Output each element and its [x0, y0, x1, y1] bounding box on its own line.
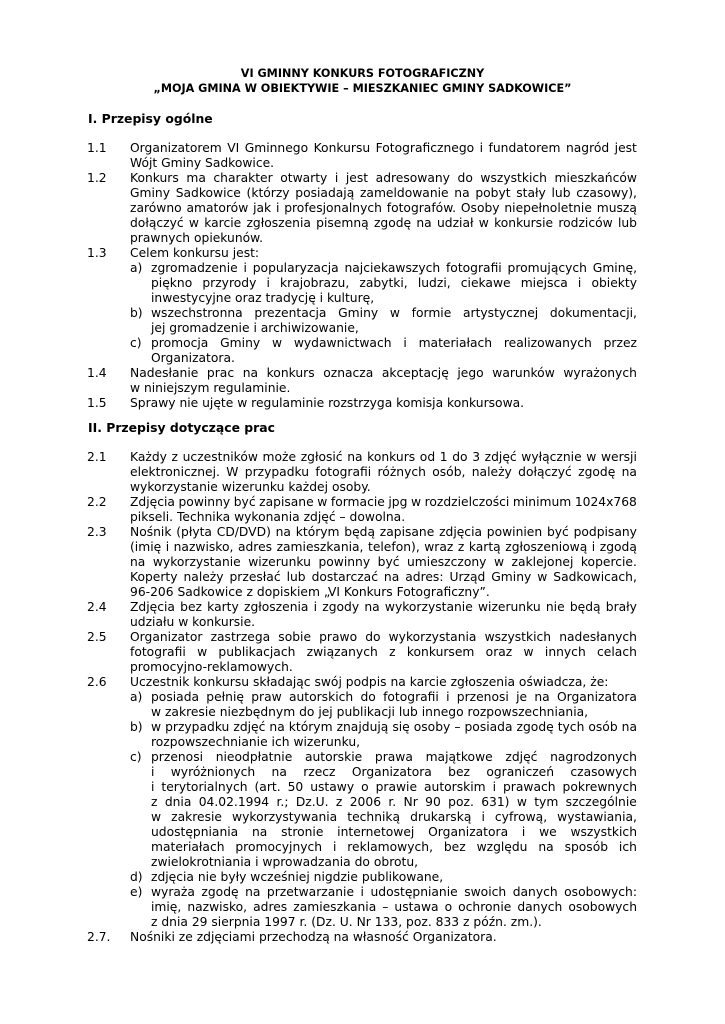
section-2-item-number: 2.7.: [87, 930, 111, 944]
section-2-subitem-text-line: w przypadku zdjęć na którym znajdują się osoby – posiada zgodę tych osób na: [151, 720, 637, 734]
section-1-subitem-text-line: piękno przyrody i krajobrazu, zabytki, ludzi, ciekawe miejsca i obiekty: [151, 276, 637, 290]
section-2-item-text-line: wykorzystanie wizerunku każdej osoby.: [130, 480, 371, 494]
section-2-item-text-line: promocyjno-reklamowych.: [130, 660, 293, 674]
section-2-subitem-text-line: z dnia 04.02.1994 r.; Dz.U. z 2006 r. Nr 90 poz. 631) w tym szczególnie: [151, 795, 637, 809]
section-1-item-text-line: Sprawy nie ujęte w regulaminie rozstrzyga komisja konkursowa.: [130, 396, 525, 410]
section-2-subitem-text-line: rozpowszechnianie ich wizerunku,: [151, 735, 361, 749]
section-1-item-number: 1.3: [87, 246, 107, 260]
section-2-item-number: 2.3: [87, 525, 107, 539]
section-2-heading: II. Przepisy dotyczące prac: [88, 420, 275, 435]
section-2-item-number: 2.1: [87, 450, 107, 464]
section-2-subitem-text-line: przenosi nieodpłatnie autorskie prawa majątkowe zdjęć nagrodzonych: [151, 750, 637, 764]
section-1-item-text-line: Wójt Gminy Sadkowice.: [130, 156, 275, 170]
section-2-item-text-line: Organizator zastrzega sobie prawo do wykorzystania wszystkich nadesłanych: [130, 630, 637, 644]
section-2-subitem-letter: e): [130, 885, 143, 899]
section-2-item-text-line: Zdjęcia powinny być zapisane w formacie jpg w rozdzielczości minimum 1024x768: [130, 495, 637, 509]
section-2-subitem-text-line: i terytorialnych (art. 50 ustawy o prawie autorskim i prawach pokrewnych: [151, 780, 637, 794]
section-2-subitem-text-line: w zakresie wykorzystywania techniką drukarską i cyfrową, wystawiania,: [151, 810, 637, 824]
section-2-subitem-text-line: materiałach promocyjnych i reklamowych, bez względu na sposób ich: [151, 840, 637, 854]
section-2-subitem-text-line: zdjęcia nie były wcześniej nigdzie publikowane,: [151, 870, 444, 884]
document-title-line-2: „MOJA GMINA W OBIEKTYWIE – MIESZKANIEC GMINY SADKOWICE”: [153, 82, 572, 95]
section-2-subitem-text-line: z dnia 29 sierpnia 1997 r. (Dz. U. Nr 133, poz. 833 z późn. zm.).: [151, 915, 542, 929]
section-1-item-text-line: Organizatorem VI Gminnego Konkursu Fotograficznego i fundatorem nagród jest: [130, 141, 637, 155]
section-1-subitem-text-line: zgromadzenie i popularyzacja najciekawszych fotografii promujących Gminę,: [151, 261, 637, 275]
section-1-item-text-line: Gminy Sadkowice (którzy posiadają zameldowanie na pobyt stały lub czasowy),: [130, 186, 637, 200]
section-1-item-text-line: dołączyć w karcie zgłoszenia pisemną zgodę na udział w konkursie rodziców lub: [130, 216, 637, 230]
section-1-item-number: 1.1: [87, 141, 107, 155]
section-2-item-text-line: Nośniki ze zdjęciami przechodzą na własność Organizatora.: [130, 930, 497, 944]
section-1-item-text-line: zarówno amatorów jak i profesjonalnych fotografów. Osoby niepełnoletnie muszą: [130, 201, 637, 215]
section-1-item-text-line: Celem konkursu jest:: [130, 246, 260, 260]
section-2-subitem-letter: b): [130, 720, 143, 734]
section-2-item-number: 2.6: [87, 675, 107, 689]
section-2-item-text-line: Każdy z uczestników może zgłosić na konkurs od 1 do 3 zdjęć wyłącznie w wersji: [130, 450, 637, 464]
section-2-item-text-line: fotografii w publikacjach związanych z konkursem oraz w innych celach: [130, 645, 637, 659]
section-2-item-number: 2.5: [87, 630, 107, 644]
section-2-subitem-text-line: udostępniania na stronie internetowej Organizatora i we wszystkich: [151, 825, 637, 839]
section-1-subitem-letter: c): [130, 336, 142, 350]
section-1-item-text-line: Nadesłanie prac na konkurs oznacza akceptację jego warunków wyrażonych: [130, 366, 637, 380]
section-1-subitem-text-line: Organizatora.: [151, 351, 235, 365]
section-2-item-text-line: na wykorzystanie wizerunku powinny być umieszczony w zaklejonej kopercie.: [130, 555, 637, 569]
section-2-subitem-text-line: zwielokrotniania i wprowadzania do obrotu,: [151, 855, 419, 869]
section-2-subitem-text-line: posiada pełnię praw autorskich do fotografii i przenosi je na Organizatora: [151, 690, 637, 704]
section-2-item-text-line: (imię i nazwisko, adres zamieszkania, telefon), wraz z kartą zgłoszeniową i zgodą: [130, 540, 637, 554]
section-2-item-number: 2.4: [87, 600, 107, 614]
section-2-item-text-line: Zdjęcia bez karty zgłoszenia i zgody na wykorzystanie wizerunku nie będą brały: [130, 600, 637, 614]
section-2-subitem-letter: a): [130, 690, 143, 704]
section-2-item-text-line: elektronicznej. W przypadku fotografii różnych osób, należy dołączyć zgodę na: [130, 465, 637, 479]
section-1-heading: I. Przepisy ogólne: [88, 111, 213, 126]
section-2-item-text-line: 96-206 Sadkowice z dopiskiem „VI Konkurs Fotograficzny”.: [130, 585, 490, 599]
section-2-subitem-text-line: w zakresie niezbędnym do jej publikacji lub innego rozpowszechniania,: [151, 705, 589, 719]
section-1-item-text-line: w niniejszym regulaminie.: [130, 381, 291, 395]
document-title-line-1: VI GMINNY KONKURS FOTOGRAFICZNY: [240, 67, 485, 80]
section-1-subitem-letter: b): [130, 306, 143, 320]
section-1-subitem-text-line: jej gromadzenie i archiwizowanie,: [151, 321, 359, 335]
section-2-item-text-line: Uczestnik konkursu składając swój podpis na karcie zgłoszenia oświadcza, że:: [130, 675, 609, 689]
section-2-subitem-text-line: i wyróżnionych na rzecz Organizatora bez ograniczeń czasowych: [151, 765, 637, 779]
section-2-subitem-letter: d): [130, 870, 143, 884]
section-2-item-text-line: Nośnik (płyta CD/DVD) na którym będą zapisane zdjęcia powinien być podpisany: [130, 525, 637, 539]
section-1-subitem-text-line: inwestycyjne oraz tradycję i kulturę,: [151, 291, 375, 305]
section-2-item-text-line: udziału w konkursie.: [130, 615, 256, 629]
section-1-item-number: 1.4: [87, 366, 107, 380]
section-2-subitem-letter: c): [130, 750, 142, 764]
section-1-subitem-letter: a): [130, 261, 143, 275]
section-2-item-text-line: Koperty należy przesłać lub dostarczać na adres: Urząd Gminy w Sadkowicach,: [130, 570, 637, 584]
section-1-item-number: 1.2: [87, 171, 107, 185]
section-2-item-text-line: pikseli. Technika wykonania zdjęć – dowolna.: [130, 510, 406, 524]
section-1-subitem-text-line: promocja Gminy w wydawnictwach i materiałach realizowanych przez: [151, 336, 637, 350]
section-1-item-text-line: prawnych opiekunów.: [130, 231, 263, 245]
section-1-item-text-line: Konkurs ma charakter otwarty i jest adresowany do wszystkich mieszkańców: [130, 171, 637, 185]
section-2-subitem-text-line: wyraża zgodę na przetwarzanie i udostępnianie swoich danych osobowych:: [151, 885, 637, 899]
section-2-item-number: 2.2: [87, 495, 107, 509]
section-1-subitem-text-line: wszechstronna prezentacja Gminy w formie artystycznej dokumentacji,: [151, 306, 637, 320]
section-2-subitem-text-line: imię, nazwisko, adres zamieszkania – ustawa o ochronie danych osobowych: [151, 900, 637, 914]
section-1-item-number: 1.5: [87, 396, 107, 410]
